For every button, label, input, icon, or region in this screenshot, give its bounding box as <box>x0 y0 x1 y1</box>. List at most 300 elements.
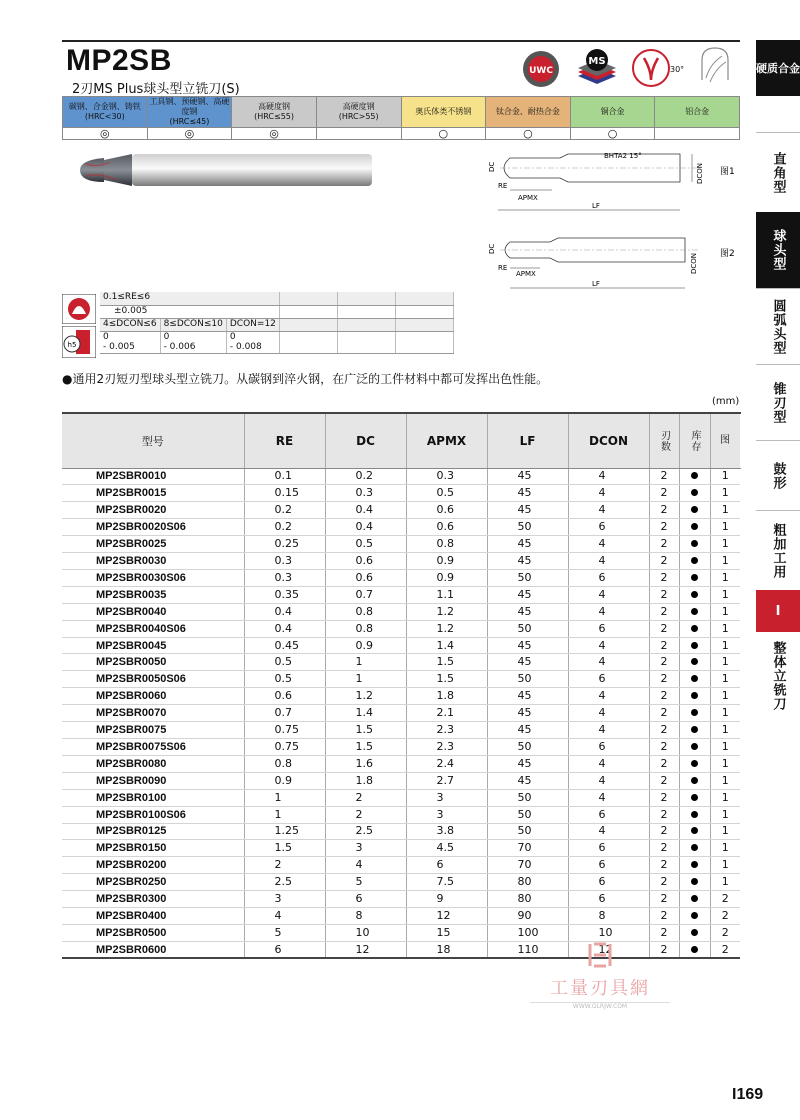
side-tab-barrel[interactable]: 鼓形 <box>756 440 800 510</box>
cell-lf: 50 <box>487 739 568 756</box>
cell-model: MP2SBR0040 <box>62 603 244 620</box>
cell-lf: 45 <box>487 705 568 722</box>
in-stock-dot-icon <box>691 608 698 615</box>
cell-model: MP2SBR0025 <box>62 536 244 553</box>
cell-dc: 1 <box>325 654 406 671</box>
cell-apmx: 2.1 <box>406 705 487 722</box>
cell-apmx: 18 <box>406 941 487 958</box>
cell-apmx: 2.3 <box>406 722 487 739</box>
cell-dcon: 10 <box>568 924 649 941</box>
cell-model: MP2SBR0100 <box>62 789 244 806</box>
in-stock-dot-icon <box>691 743 698 750</box>
cell-dc: 0.9 <box>325 637 406 654</box>
cell-figure: 1 <box>710 468 740 485</box>
cell-dcon: 6 <box>568 569 649 586</box>
in-stock-dot-icon <box>691 591 698 598</box>
cell-dcon: 6 <box>568 739 649 756</box>
cell-stock <box>679 569 710 586</box>
table-row <box>62 789 740 806</box>
in-stock-dot-icon <box>691 642 698 649</box>
cell-re: 0.35 <box>244 586 325 603</box>
cell-dc: 2 <box>325 806 406 823</box>
in-stock-dot-icon <box>691 811 698 818</box>
cell-stock <box>679 924 710 941</box>
cell-model: MP2SBR0030 <box>62 553 244 570</box>
in-stock-dot-icon <box>691 861 698 868</box>
material-cell <box>401 97 486 128</box>
page-title: MP2SB <box>66 44 172 77</box>
cell-lf: 90 <box>487 908 568 925</box>
cell-re: 0.8 <box>244 755 325 772</box>
side-tab-roughing[interactable]: 粗加工用 <box>756 510 800 590</box>
cell-stock <box>679 468 710 485</box>
cell-flutes: 2 <box>649 941 679 958</box>
cell-figure: 1 <box>710 789 740 806</box>
cell-flutes: 2 <box>649 586 679 603</box>
cell-dc: 0.4 <box>325 502 406 519</box>
material-cell <box>232 97 317 128</box>
cell-figure: 1 <box>710 519 740 536</box>
cell-model: MP2SBR0600 <box>62 941 244 958</box>
in-stock-dot-icon <box>691 574 698 581</box>
table-row <box>62 924 740 941</box>
table-row <box>62 637 740 654</box>
cell-stock <box>679 823 710 840</box>
in-stock-dot-icon <box>691 895 698 902</box>
cell-re: 1 <box>244 806 325 823</box>
cell-flutes: 2 <box>649 688 679 705</box>
suitability-symbol <box>316 128 401 140</box>
cell-dcon: 4 <box>568 468 649 485</box>
cell-re: 4 <box>244 908 325 925</box>
cell-model: MP2SBR0100S06 <box>62 806 244 823</box>
cell-stock <box>679 772 710 789</box>
cell-figure: 1 <box>710 536 740 553</box>
cell-re: 0.15 <box>244 485 325 502</box>
cell-re: 0.3 <box>244 569 325 586</box>
cell-model: MP2SBR0080 <box>62 755 244 772</box>
cell-dc: 2 <box>325 789 406 806</box>
cell-dc: 3 <box>325 840 406 857</box>
cell-flutes: 2 <box>649 755 679 772</box>
cell-dcon: 4 <box>568 823 649 840</box>
material-cell <box>655 97 740 128</box>
cell-figure: 1 <box>710 857 740 874</box>
cell-lf: 45 <box>487 637 568 654</box>
cell-flutes: 2 <box>649 772 679 789</box>
dc-label: DC <box>488 243 496 254</box>
cell-lf: 100 <box>487 924 568 941</box>
cell-apmx: 0.8 <box>406 536 487 553</box>
cell-dc: 10 <box>325 924 406 941</box>
table-row <box>62 654 740 671</box>
material-name: 铜合金 <box>600 107 625 116</box>
cell-dcon: 6 <box>568 620 649 637</box>
cell-re: 1.5 <box>244 840 325 857</box>
cell-model: MP2SBR0400 <box>62 908 244 925</box>
cell-model: MP2SBR0070 <box>62 705 244 722</box>
tolerance-table <box>100 292 454 354</box>
cell-dc: 0.8 <box>325 603 406 620</box>
cell-dc: 0.5 <box>325 536 406 553</box>
cell-dcon: 4 <box>568 586 649 603</box>
suitability-symbol: ◎ <box>147 128 232 140</box>
cell-dcon: 4 <box>568 536 649 553</box>
cell-dc: 4 <box>325 857 406 874</box>
table-row <box>62 553 740 570</box>
cell-re: 3 <box>244 891 325 908</box>
cell-stock <box>679 857 710 874</box>
cell-dc: 1 <box>325 671 406 688</box>
cell-flutes: 2 <box>649 536 679 553</box>
cell-flutes: 2 <box>649 722 679 739</box>
header-stock: 库存 <box>679 413 710 468</box>
page-number: I169 <box>732 1086 764 1103</box>
table-row <box>62 502 740 519</box>
uwc-coating-icon <box>522 50 560 88</box>
cell-dcon: 6 <box>568 806 649 823</box>
table-row <box>62 705 740 722</box>
cell-flutes: 2 <box>649 485 679 502</box>
suitability-symbol: ◎ <box>63 128 148 140</box>
side-tab-carbide[interactable]: 硬质合金 <box>756 40 800 96</box>
cell-flutes: 2 <box>649 654 679 671</box>
cell-re: 6 <box>244 941 325 958</box>
cell-model: MP2SBR0050 <box>62 654 244 671</box>
in-stock-dot-icon <box>691 675 698 682</box>
cell-dc: 2.5 <box>325 823 406 840</box>
helix-angle-label: 30° <box>670 65 685 74</box>
dcon-range: 8≤DCON≤10 <box>160 318 226 331</box>
spec-table-body <box>62 468 740 958</box>
header-re: RE <box>244 413 325 468</box>
in-stock-dot-icon <box>691 929 698 936</box>
in-stock-dot-icon <box>691 726 698 733</box>
cell-apmx: 1.1 <box>406 586 487 603</box>
cell-stock <box>679 637 710 654</box>
cell-stock <box>679 620 710 637</box>
cell-lf: 80 <box>487 874 568 891</box>
cell-apmx: 4.5 <box>406 840 487 857</box>
cell-lf: 70 <box>487 857 568 874</box>
cell-dcon: 4 <box>568 637 649 654</box>
tol-lower: - 0.006 <box>163 341 196 352</box>
table-row <box>62 739 740 756</box>
cell-re: 0.3 <box>244 553 325 570</box>
dcon-range: 4≤DCON≤6 <box>100 318 160 331</box>
cell-flutes: 2 <box>649 924 679 941</box>
dcon-label: DCON <box>690 252 698 274</box>
cell-lf: 50 <box>487 789 568 806</box>
tol-lower: - 0.008 <box>229 341 262 352</box>
tol-upper: 0 <box>229 331 236 342</box>
table-row <box>62 671 740 688</box>
cell-lf: 50 <box>487 569 568 586</box>
cell-figure: 2 <box>710 908 740 925</box>
cell-re: 0.1 <box>244 468 325 485</box>
cell-dcon: 4 <box>568 553 649 570</box>
cell-stock <box>679 654 710 671</box>
cell-dcon: 6 <box>568 519 649 536</box>
cell-apmx: 0.3 <box>406 468 487 485</box>
table-row <box>62 755 740 772</box>
cell-re: 0.7 <box>244 705 325 722</box>
table-row <box>62 840 740 857</box>
cell-dcon: 4 <box>568 502 649 519</box>
cell-dc: 0.6 <box>325 553 406 570</box>
lf-label: LF <box>592 280 600 288</box>
header-model: 型号 <box>62 413 244 468</box>
cell-figure: 1 <box>710 806 740 823</box>
cell-stock <box>679 941 710 958</box>
uwc-label: UWC <box>529 66 553 76</box>
cell-apmx: 1.5 <box>406 671 487 688</box>
cell-flutes: 2 <box>649 603 679 620</box>
table-row <box>62 603 740 620</box>
cell-dc: 1.2 <box>325 688 406 705</box>
cell-dcon: 4 <box>568 688 649 705</box>
watermark <box>530 940 670 1010</box>
table-row <box>62 620 740 637</box>
dcon-range: DCON=12 <box>226 318 279 331</box>
cell-figure: 1 <box>710 620 740 637</box>
bhta-label: BHTA2 15° <box>604 152 642 160</box>
cell-lf: 50 <box>487 823 568 840</box>
cell-dc: 0.7 <box>325 586 406 603</box>
cell-model: MP2SBR0125 <box>62 823 244 840</box>
cell-re: 0.25 <box>244 536 325 553</box>
cell-model: MP2SBR0035 <box>62 586 244 603</box>
cell-lf: 45 <box>487 654 568 671</box>
in-stock-dot-icon <box>691 692 698 699</box>
cell-stock <box>679 553 710 570</box>
cell-apmx: 12 <box>406 908 487 925</box>
page-subtitle: 2刃MS Plus球头型立铣刀(S) <box>72 82 240 97</box>
table-row <box>62 908 740 925</box>
cell-model: MP2SBR0300 <box>62 891 244 908</box>
cell-re: 5 <box>244 924 325 941</box>
in-stock-dot-icon <box>691 625 698 632</box>
cell-figure: 1 <box>710 502 740 519</box>
cell-model: MP2SBR0250 <box>62 874 244 891</box>
cell-stock <box>679 806 710 823</box>
fig1-label: 图1 <box>720 167 735 177</box>
material-name: 铝合金 <box>685 107 710 116</box>
material-name: 碳钢、合金钢、铸铁 <box>68 102 141 111</box>
cell-apmx: 15 <box>406 924 487 941</box>
in-stock-dot-icon <box>691 489 698 496</box>
cell-figure: 1 <box>710 823 740 840</box>
cell-apmx: 3.8 <box>406 823 487 840</box>
cell-figure: 1 <box>710 603 740 620</box>
cell-lf: 80 <box>487 891 568 908</box>
watermark-text: 工量刃具網 <box>550 978 650 999</box>
table-row <box>62 569 740 586</box>
header-apmx: APMX <box>406 413 487 468</box>
cell-dcon: 4 <box>568 722 649 739</box>
table-row <box>62 468 740 485</box>
cell-re: 1 <box>244 789 325 806</box>
cell-dc: 1.8 <box>325 772 406 789</box>
table-row <box>62 485 740 502</box>
cell-apmx: 2.3 <box>406 739 487 756</box>
cell-model: MP2SBR0500 <box>62 924 244 941</box>
cell-dcon: 6 <box>568 874 649 891</box>
re-label: RE <box>498 182 508 190</box>
table-row <box>62 874 740 891</box>
cell-lf: 45 <box>487 553 568 570</box>
cell-model: MP2SBR0010 <box>62 468 244 485</box>
side-tab-radius[interactable]: 圆弧头型 <box>756 288 800 364</box>
cell-model: MP2SBR0030S06 <box>62 569 244 586</box>
cell-apmx: 1.5 <box>406 654 487 671</box>
cell-dc: 1.6 <box>325 755 406 772</box>
in-stock-dot-icon <box>691 794 698 801</box>
cell-dc: 1.5 <box>325 739 406 756</box>
in-stock-dot-icon <box>691 844 698 851</box>
material-cell <box>486 97 571 128</box>
cell-dc: 6 <box>325 891 406 908</box>
cell-figure: 1 <box>710 671 740 688</box>
dc-label: DC <box>488 161 496 172</box>
material-name: 工具钢、预硬钢、高硬度钢 <box>149 97 230 116</box>
apmx-label: APMX <box>518 194 538 202</box>
cell-dc: 0.8 <box>325 620 406 637</box>
cell-dc: 0.2 <box>325 468 406 485</box>
cell-figure: 2 <box>710 941 740 958</box>
cell-apmx: 0.5 <box>406 485 487 502</box>
cell-apmx: 1.8 <box>406 688 487 705</box>
cell-dc: 12 <box>325 941 406 958</box>
apmx-label: APMX <box>516 270 536 278</box>
cell-apmx: 0.6 <box>406 502 487 519</box>
cell-figure: 1 <box>710 874 740 891</box>
top-rule <box>62 40 740 42</box>
cell-dcon: 4 <box>568 485 649 502</box>
suitability-symbol: ○ <box>486 128 571 140</box>
cell-apmx: 1.4 <box>406 637 487 654</box>
cell-flutes: 2 <box>649 840 679 857</box>
cell-apmx: 7.5 <box>406 874 487 891</box>
cell-dc: 0.6 <box>325 569 406 586</box>
side-tab-square[interactable]: 直角型 <box>756 132 800 212</box>
material-hardness: (HRC≤45) <box>169 117 210 126</box>
cell-lf: 45 <box>487 722 568 739</box>
cell-flutes: 2 <box>649 468 679 485</box>
table-row <box>62 536 740 553</box>
cell-model: MP2SBR0060 <box>62 688 244 705</box>
cell-figure: 1 <box>710 485 740 502</box>
side-tab-section-i[interactable]: I <box>756 590 800 632</box>
cell-flutes: 2 <box>649 857 679 874</box>
in-stock-dot-icon <box>691 827 698 834</box>
cell-model: MP2SBR0075 <box>62 722 244 739</box>
cell-flutes: 2 <box>649 569 679 586</box>
in-stock-dot-icon <box>691 709 698 716</box>
in-stock-dot-icon <box>691 557 698 564</box>
header-dcon: DCON <box>568 413 649 468</box>
cell-stock <box>679 840 710 857</box>
cell-stock <box>679 586 710 603</box>
unit-label: (mm) <box>712 396 740 407</box>
in-stock-dot-icon <box>691 777 698 784</box>
cell-dcon: 4 <box>568 772 649 789</box>
in-stock-dot-icon <box>691 506 698 513</box>
cell-lf: 45 <box>487 586 568 603</box>
cell-flutes: 2 <box>649 806 679 823</box>
cell-dc: 8 <box>325 908 406 925</box>
cell-apmx: 0.9 <box>406 569 487 586</box>
h5-label: h5 <box>67 341 77 349</box>
cell-apmx: 2.7 <box>406 772 487 789</box>
cell-flutes: 2 <box>649 671 679 688</box>
header-flutes: 刃数 <box>649 413 679 468</box>
spec-table <box>62 412 741 959</box>
cell-stock <box>679 908 710 925</box>
ms-label: MS <box>588 56 606 67</box>
material-cell <box>63 97 148 128</box>
cell-figure: 2 <box>710 924 740 941</box>
cell-flutes: 2 <box>649 519 679 536</box>
cell-apmx: 2.4 <box>406 755 487 772</box>
suitability-symbol: ○ <box>401 128 486 140</box>
cell-re: 0.45 <box>244 637 325 654</box>
tol-lower: - 0.005 <box>103 341 135 352</box>
in-stock-dot-icon <box>691 540 698 547</box>
side-tab-taper[interactable]: 锥刃型 <box>756 364 800 440</box>
cell-dcon: 6 <box>568 840 649 857</box>
cell-dcon: 4 <box>568 755 649 772</box>
watermark-logo-icon <box>586 940 614 970</box>
material-cell <box>147 97 232 128</box>
cell-model: MP2SBR0020 <box>62 502 244 519</box>
material-name: 高硬度钢 <box>342 102 375 111</box>
cell-dcon: 6 <box>568 857 649 874</box>
cell-flutes: 2 <box>649 891 679 908</box>
cell-apmx: 1.2 <box>406 603 487 620</box>
cell-figure: 1 <box>710 755 740 772</box>
cell-figure: 1 <box>710 739 740 756</box>
product-note: ●通用2刃短刃型球头型立铣刀。从碳钢到淬火钢，在广泛的工件材料中都可发挥出色性能。 <box>62 372 549 386</box>
table-row <box>62 586 740 603</box>
cell-model: MP2SBR0040S06 <box>62 620 244 637</box>
cell-apmx: 3 <box>406 806 487 823</box>
cell-figure: 1 <box>710 772 740 789</box>
header-lf: LF <box>487 413 568 468</box>
cell-apmx: 3 <box>406 789 487 806</box>
in-stock-dot-icon <box>691 523 698 530</box>
in-stock-dot-icon <box>691 912 698 919</box>
cell-apmx: 1.2 <box>406 620 487 637</box>
side-tab-solid-end-mills: 整体立铣刀 <box>770 641 786 711</box>
side-tab-ball[interactable]: 球头型 <box>756 212 800 288</box>
cell-re: 0.6 <box>244 688 325 705</box>
cell-flutes: 2 <box>649 637 679 654</box>
cell-stock <box>679 874 710 891</box>
cell-dc: 1.4 <box>325 705 406 722</box>
table-row <box>62 857 740 874</box>
cell-dc: 0.4 <box>325 519 406 536</box>
header-dc: DC <box>325 413 406 468</box>
in-stock-dot-icon <box>691 946 698 953</box>
end-mill-photo <box>72 146 378 202</box>
in-stock-dot-icon <box>691 760 698 767</box>
tol-upper: 0 <box>103 331 109 342</box>
table-row <box>62 891 740 908</box>
re-range: 0.1≤RE≤6 <box>100 292 279 305</box>
cell-dcon: 4 <box>568 705 649 722</box>
cell-dcon: 4 <box>568 603 649 620</box>
